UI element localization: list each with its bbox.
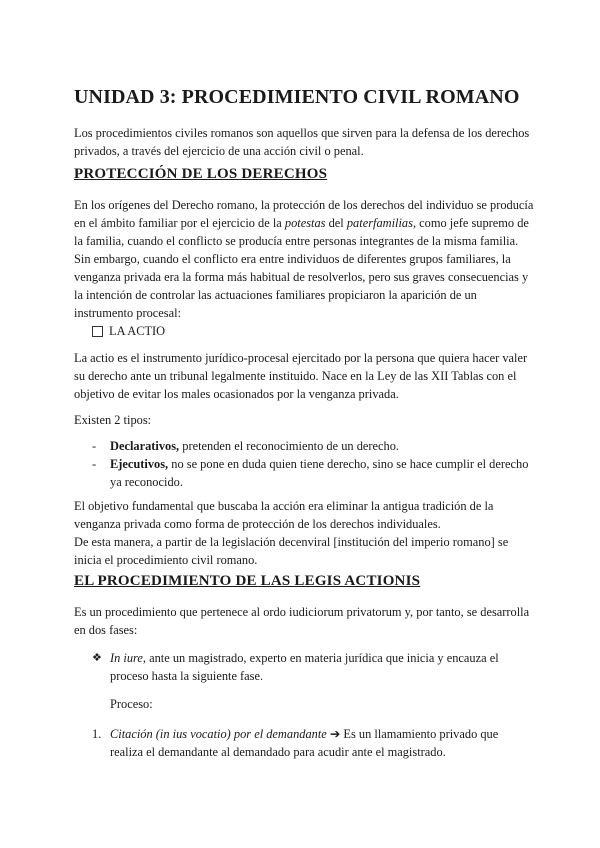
origins-paragraph	[74, 196, 534, 322]
type-desc: no se pone en duda quien tiene derecho, sino se hace cumplir el derecho ya reconocido.	[110, 457, 529, 489]
list-item-ejecutivos	[92, 455, 532, 491]
list-item-citacion	[92, 725, 532, 761]
step-term: Citación (in ius vocatio) por el demandante	[110, 727, 327, 741]
actio-bullet-label: LA ACTIO	[109, 324, 166, 338]
in-iure-desc: , ante un magistrado, experto en materia jurídica que inicia y encauza el proceso hasta la siguiente fase.	[110, 651, 499, 683]
dash-marker: -	[92, 457, 97, 471]
actio-bullet	[92, 322, 165, 340]
arrow-right-icon: ➔	[329, 727, 341, 741]
section-heading-proteccion: PROTECCIÓN DE LOS DERECHOS	[74, 166, 328, 182]
page-title: UNIDAD 3: PROCEDIMIENTO CIVIL ROMANO	[74, 86, 520, 108]
checkbox-icon	[92, 326, 103, 337]
term-in-iure: In iure	[110, 651, 143, 665]
type-term: Ejecutivos,	[110, 457, 169, 471]
legis-actionis-paragraph: Es un procedimiento que pertenece al ordo iudiciorum privatorum y, por tanto, se desarrolla en dos fases:	[74, 605, 530, 637]
term-potestas: potestas	[284, 216, 326, 230]
list-item-in-iure	[92, 649, 532, 685]
origins-text-b: del	[325, 216, 347, 230]
actio-paragraph: La actio es el instrumento jurídico-procesal ejercitado por la persona que quiera hacer valer su derecho ante un tribunal legalmente instituido. Nace en la Ley de las XII Tablas con el objetivo de evitar los males ocasionados por la venganza privada.	[74, 351, 528, 401]
origins-text-a: En los orígenes del Derecho romano, la protección de los derechos del individuo se producía en el ámbito familiar por el ejercicio de la	[74, 198, 534, 230]
section-heading-legis-actionis: EL PROCEDIMIENTO DE LAS LEGIS ACTIONIS	[74, 573, 421, 589]
types-intro: Existen 2 tipos:	[74, 413, 152, 427]
type-desc: pretenden el reconocimiento de un derecho.	[179, 439, 400, 453]
origins-text-c: , como jefe supremo de la familia, cuando el conflicto se producía entre personas integrantes de la misma familia. Sin embargo, cuando el conflicto era entre individuos de diferentes grupos familiares, la venganza privada era la forma más habitual de resolverlos, pero sus graves consecuencias y la intención de controlar las actuaciones familiares propiciaron la aparición de un instrumento procesal:	[74, 216, 529, 320]
step-number: 1.	[92, 727, 102, 741]
list-item-declarativos	[92, 437, 532, 455]
decemviral-text: De esta manera, a partir de la legislación decenviral [institución del imperio romano] se inicia el procedimiento civil romano.	[74, 535, 509, 567]
intro-paragraph: Los procedimientos civiles romanos son aquellos que sirven para la defensa de los derechos privados, a través del ejercicio de una acción civil o penal.	[74, 126, 530, 158]
proceso-label: Proceso:	[110, 697, 153, 711]
term-paterfamilias: paterfamilias	[346, 216, 413, 230]
objective-text: El objetivo fundamental que buscaba la acción era eliminar la antigua tradición de la venganza privada como forma de protección de los derechos individuales.	[74, 499, 494, 531]
type-term: Declarativos,	[110, 439, 180, 453]
dash-marker: -	[92, 439, 97, 453]
step-desc: Es un llamamiento privado que realiza el demandante al demandado para acudir ante el magistrado.	[110, 727, 499, 759]
diamond-bullet-icon: ❖	[92, 652, 102, 664]
objective-paragraph	[74, 497, 534, 569]
